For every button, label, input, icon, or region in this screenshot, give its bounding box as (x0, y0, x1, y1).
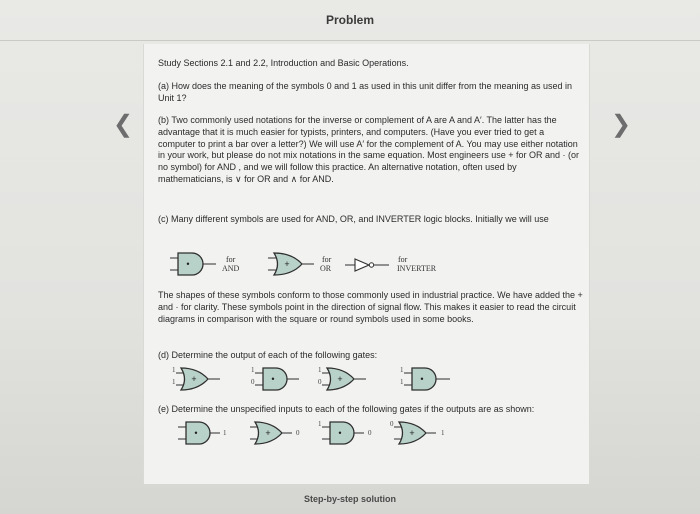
part-d-gate-4-sign: • (420, 374, 424, 384)
part-b-text: (b) Two commonly used notations for the inverse or complement of A are A and A′. The latter has the advantage that it is much easier for typists, printers, and computers. (Have you ever tried to get a computer to print a bar over a letter?) We will use A′ for the complement of A. You may use either notation in your work, but please do not mix notations in the same equation. Most engineers use + for OR and · (or no symbol) for AND , and we will follow this practice. An alternative notation, often used by mathematicians, is ∨ for OR and ∧ for AND. (158, 115, 579, 184)
part-d-text: (d) Determine the output of each of the following gates: (158, 350, 378, 360)
or-for-label: for (322, 255, 332, 264)
part-d-gate-3-input-2: 0 (318, 378, 322, 386)
step-by-step-solution-link[interactable]: Step-by-step solution (304, 494, 396, 504)
part-e-gate-3-output: 0 (368, 429, 372, 437)
part-d-gate-2-input-1: 1 (251, 366, 255, 374)
part-d-gate-3-sign: + (337, 374, 343, 384)
part-e-gate-1-output: 1 (223, 429, 227, 437)
next-arrow-icon[interactable]: ❯ (611, 111, 632, 138)
part-e-text: (e) Determine the unspecified inputs to each of the following gates if the outputs are as shown: (158, 404, 535, 414)
part-d-gate-3-input-1: 1 (318, 366, 322, 374)
shapes-note-text: The shapes of these symbols conform to those commonly used in industrial practice. We have added the + and · for clarity. These symbols point in the direction of signal flow. This makes it easier to read the circuit diagrams in comparison with the square or round symbols used in some books. (158, 290, 583, 324)
and-sign: • (186, 259, 190, 269)
and-gate-symbol (170, 250, 218, 278)
part-e-gate-3 (322, 420, 368, 446)
part-e-gate-2-output: 0 (296, 429, 300, 437)
part-e-gate-4-sign: + (409, 428, 415, 438)
part-e-gate-4 (394, 420, 440, 446)
part-e-gate-3-sign: • (338, 428, 342, 438)
page-title: Problem (325, 13, 374, 27)
part-d-gate-2-sign: • (271, 374, 275, 384)
part-d-gate-4-input-1: 1 (400, 366, 404, 374)
part-e-gate-1-sign: • (194, 428, 198, 438)
inverter-for-label: for (398, 255, 408, 264)
part-e-gate-4-output: 1 (441, 429, 445, 437)
or-sign: + (284, 259, 290, 269)
part-d-gate-4 (404, 366, 452, 392)
and-for-label: for (226, 255, 236, 264)
inverter-symbol (345, 256, 391, 274)
part-d-gate-1-sign: + (191, 374, 197, 384)
part-d-gate-4-input-2: 1 (400, 378, 404, 386)
part-a-text: (a) How does the meaning of the symbols 0 and 1 as used in this unit differ from the meaning as used in Unit 1? (158, 81, 573, 103)
or-gate-symbol (268, 250, 316, 278)
and-name-label: AND (222, 264, 240, 273)
header-divider (0, 40, 700, 41)
part-e-gate-1 (178, 420, 224, 446)
part-e-gate-2-sign: + (265, 428, 271, 438)
part-d-gate-2 (255, 366, 301, 392)
part-e-gate-4-input-1: 0 (390, 420, 394, 428)
inverter-name-label: INVERTER (397, 264, 437, 273)
part-d-gate-1-input-1: 1 (172, 366, 176, 374)
or-name-label: OR (320, 264, 332, 273)
part-c-text: (c) Many different symbols are used for AND, OR, and INVERTER logic blocks. Initially we will use (158, 214, 549, 224)
part-d-gate-1-input-2: 1 (172, 378, 176, 386)
part-e-gate-2 (250, 420, 296, 446)
part-e-gate-3-input-1: 1 (318, 420, 322, 428)
part-d-gate-3 (322, 366, 368, 392)
part-d-gate-1 (176, 366, 222, 392)
prev-arrow-icon[interactable]: ❮ (113, 111, 134, 138)
part-d-gate-2-input-2: 0 (251, 378, 255, 386)
problem-heading: Study Sections 2.1 and 2.2, Introduction and Basic Operations. (158, 58, 409, 68)
